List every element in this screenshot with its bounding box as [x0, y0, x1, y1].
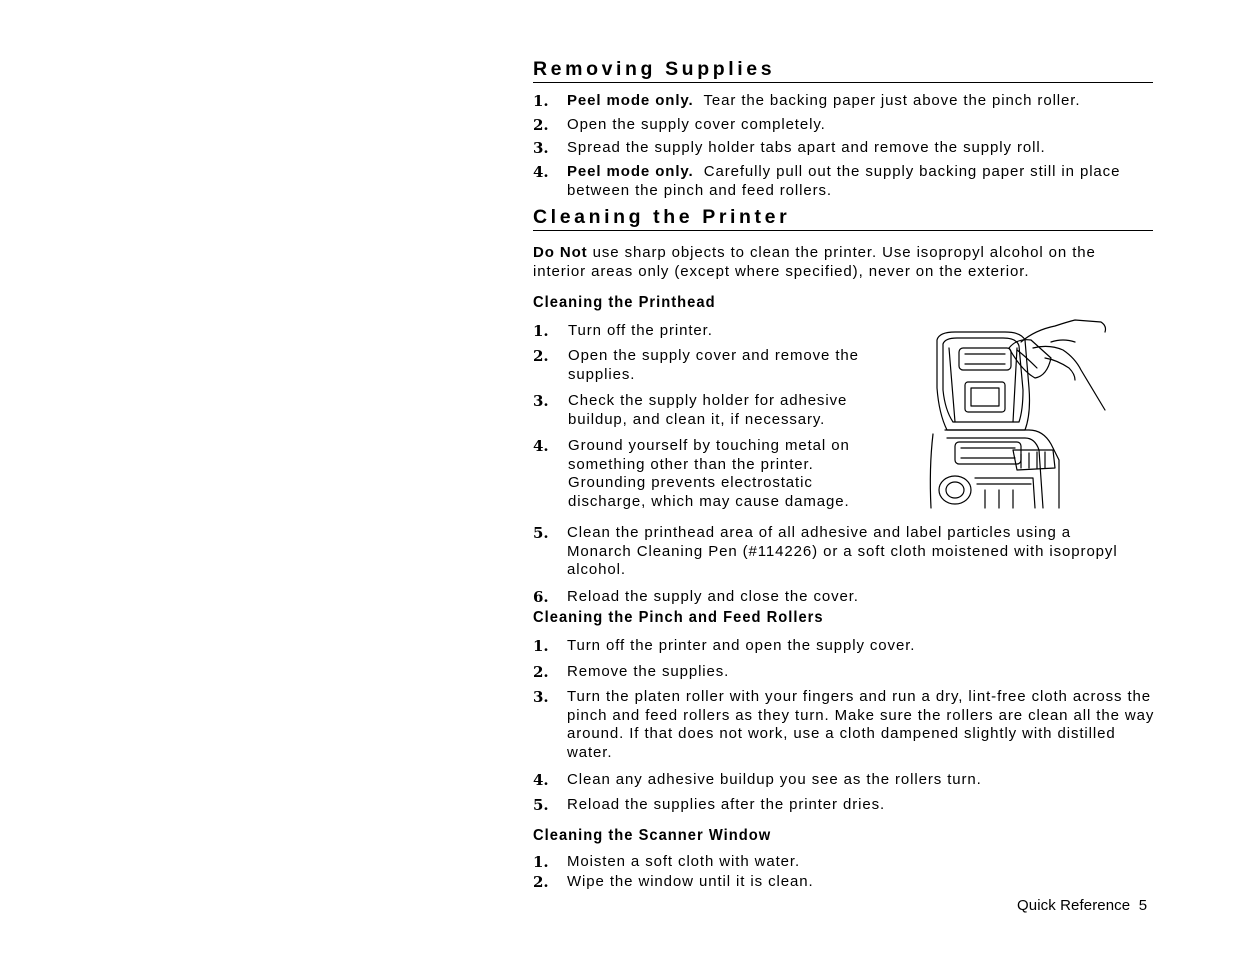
item-text: Open the supply cover and remove the supplies.: [568, 347, 859, 383]
item-number: 1.: [533, 853, 549, 871]
item-number: 1.: [533, 322, 549, 340]
item-emphasis: Peel mode only.: [567, 163, 694, 180]
item-number: 5.: [533, 796, 549, 814]
heading-removing-supplies: Removing Supplies: [533, 57, 1153, 83]
item-number: 2.: [533, 663, 549, 681]
item-text: Tear the backing paper just above the pinch roller.: [703, 92, 1081, 109]
warning-emphasis: Do Not: [533, 244, 588, 261]
item-number: 3.: [533, 139, 549, 157]
item-text: Clean any adhesive buildup you see as the rollers turn.: [567, 771, 982, 788]
item-text: Wipe the window until it is clean.: [567, 873, 814, 890]
item-text: Turn off the printer and open the supply cover.: [567, 637, 916, 654]
warning-paragraph: [533, 243, 1153, 281]
printer-cleaning-illustration-icon: [925, 318, 1110, 510]
item-text: Ground yourself by touching metal on something other than the printer. Grounding prevents electrostatic discharge, which may cause damage.: [568, 437, 850, 510]
item-number: 4.: [533, 771, 549, 789]
item-number: 1.: [533, 637, 549, 655]
page-number: 5: [1138, 897, 1148, 914]
heading-cleaning-rollers: Cleaning the Pinch and Feed Rollers: [533, 609, 824, 626]
item-number: 3.: [533, 688, 549, 706]
item-number: 2.: [533, 116, 549, 134]
item-number: 6.: [533, 588, 549, 606]
item-text: Turn off the printer.: [568, 322, 713, 339]
heading-cleaning-printer: Cleaning the Printer: [533, 205, 1153, 231]
item-text: Clean the printhead area of all adhesive and label particles using a Monarch Cleaning Pen (#114226) or a soft cloth moistened with isopropyl alcohol.: [567, 524, 1118, 578]
heading-cleaning-scanner: Cleaning the Scanner Window: [533, 827, 772, 844]
heading-cleaning-printhead: Cleaning the Printhead: [533, 294, 716, 311]
item-text: Reload the supply and close the cover.: [567, 588, 859, 605]
item-text: Reload the supplies after the printer dries.: [567, 796, 886, 813]
warning-text: use sharp objects to clean the printer. Use isopropyl alcohol on the interior areas only (except where specified), never on the exterior.: [533, 244, 1096, 280]
item-number: 3.: [533, 392, 549, 410]
item-text: Spread the supply holder tabs apart and remove the supply roll.: [567, 139, 1046, 156]
item-number: 2.: [533, 873, 549, 891]
item-text: Moisten a soft cloth with water.: [567, 853, 801, 870]
item-text: Check the supply holder for adhesive buildup, and clean it, if necessary.: [568, 392, 848, 428]
item-text: Remove the supplies.: [567, 663, 730, 680]
item-text: Carefully pull out the supply backing paper still in place between the pinch and feed rollers.: [567, 163, 1121, 199]
footer-label: Quick Reference: [1017, 897, 1131, 914]
item-text: Open the supply cover completely.: [567, 116, 826, 133]
item-number: 4.: [533, 437, 549, 455]
item-number: 2.: [533, 347, 549, 365]
item-text: Turn the platen roller with your fingers and run a dry, lint-free cloth across the pinch and feed rollers as they turn. Make sure the rollers are clean all the way around. If that does not work, use a cloth dampened slightly with distilled water.: [567, 688, 1155, 761]
item-number: 5.: [533, 524, 549, 542]
item-emphasis: Peel mode only.: [567, 92, 694, 109]
item-number: 1.: [533, 92, 549, 110]
item-number: 4.: [533, 163, 549, 181]
page-footer: [1017, 897, 1147, 914]
